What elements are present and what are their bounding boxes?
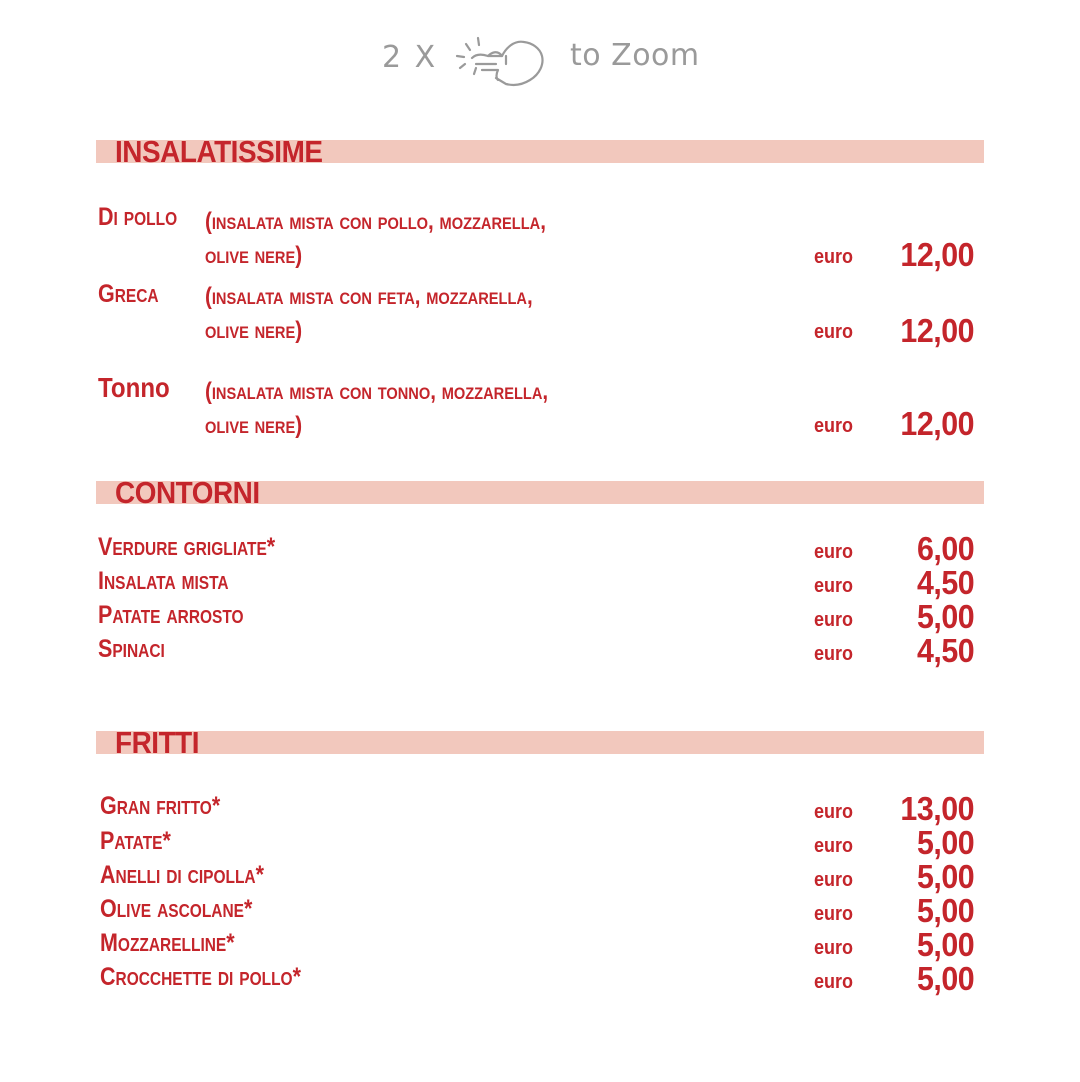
item-price: 4,50 [916,564,974,601]
item-description-line2: olive nere) [205,412,303,439]
item-price: 5,00 [916,892,974,929]
item-name: Spinaci [98,635,165,663]
section-title-insalatissime: INSALATISSIME [115,134,323,169]
item-name: Greca [98,280,159,308]
item-price: 5,00 [916,824,974,861]
item-currency: euro [814,321,854,343]
item-price: 5,00 [916,858,974,895]
item-name: Crocchette di pollo* [100,963,301,991]
item-currency: euro [814,869,854,891]
item-price: 12,00 [900,405,974,442]
item-name: Insalata mista [98,567,229,595]
item-currency: euro [814,801,854,823]
item-price: 5,00 [916,926,974,963]
item-name: Verdure grigliate* [98,533,276,561]
section-title-fritti: FRITTI [115,725,200,760]
section-title-contorni: CONTORNI [115,475,260,510]
item-currency: euro [814,835,854,857]
zoom-hint-label: to Zoom [570,38,700,73]
item-currency: euro [814,903,854,925]
item-currency: euro [814,246,854,268]
item-description-line1: (insalata mista con feta, mozzarella, [205,283,533,310]
item-description-line2: olive nere) [205,242,303,269]
item-name: Olive ascolane* [100,895,253,923]
item-price: 6,00 [916,530,974,567]
item-name: Patate arrosto [98,601,244,629]
item-name: Anelli di cipolla* [100,861,264,889]
item-currency: euro [814,643,854,665]
item-price: 13,00 [900,790,974,827]
item-name: Patate* [100,827,171,855]
item-name: Tonno [98,372,170,403]
item-currency: euro [814,971,854,993]
item-price: 12,00 [900,312,974,349]
item-name: Gran fritto* [100,792,221,820]
item-description-line2: olive nere) [205,317,303,344]
item-description-line1: (insalata mista con tonno, mozzarella, [205,378,549,405]
item-name: Di pollo [98,203,178,231]
item-price: 4,50 [916,632,974,669]
item-currency: euro [814,541,854,563]
item-price: 5,00 [916,598,974,635]
item-description-line1: (insalata mista con pollo, mozzarella, [205,208,546,235]
double-tap-hand-icon [452,34,548,90]
zoom-tap-count: 2 X [382,40,438,75]
item-currency: euro [814,415,854,437]
section-band-fritti [96,731,984,754]
item-name: Mozzarelline* [100,929,235,957]
item-currency: euro [814,575,854,597]
zoom-hint [0,34,1080,84]
item-currency: euro [814,937,854,959]
item-currency: euro [814,609,854,631]
item-price: 12,00 [900,236,974,273]
item-price: 5,00 [916,960,974,997]
